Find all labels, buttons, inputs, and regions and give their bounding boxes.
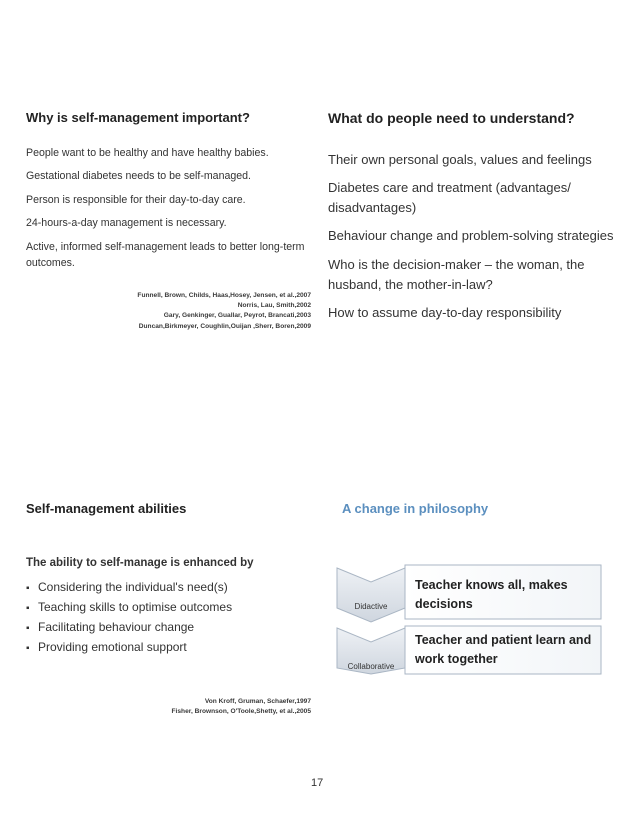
abilities-heading: Self-management abilities <box>26 501 187 516</box>
abilities-intro: The ability to self-manage is enhanced by <box>26 557 254 569</box>
reference-line: Von Kroff, Gruman, Schaefer,1997 <box>204 698 311 705</box>
square-bullet-icon: ▪ <box>26 603 30 614</box>
abilities-bullet-text: Providing emotional support <box>38 640 187 654</box>
abilities-references <box>172 697 311 717</box>
understand-heading: What do people need to understand? <box>328 110 575 126</box>
abilities-bullet-item <box>26 637 232 657</box>
understand-item: Who is the decision-maker – the woman, the husband, the mother-in-law? <box>328 256 585 292</box>
understand-item: Their own personal goals, values and feelings <box>328 152 592 167</box>
why-references <box>137 291 311 332</box>
reference-line: Gary, Genkinger, Guallar, Peyrot, Brancati,2003 <box>163 312 311 320</box>
why-heading: Why is self-management important? <box>26 110 250 125</box>
square-bullet-icon: ▪ <box>26 583 30 594</box>
square-bullet-icon: ▪ <box>26 643 30 654</box>
why-item: Person is responsible for their day-to-day care. <box>26 193 246 206</box>
didactive-text-line2: decisions <box>415 597 473 611</box>
abilities-bullet-item <box>26 577 232 597</box>
abilities-bullet-item <box>26 597 232 617</box>
why-item: Gestational diabetes needs to be self-managed. <box>26 170 251 183</box>
abilities-bullet-text: Considering the individual's need(s) <box>38 580 228 594</box>
abilities-list <box>26 577 232 657</box>
reference-line: Duncan,Birkmeyer, Coughlin,Ouijan ,Sherr, Boren,2009 <box>138 322 311 330</box>
collaborative-text-line1: Teacher and patient learn and <box>415 633 592 647</box>
didactive-chevron <box>337 568 405 622</box>
reference-line: Funnell, Brown, Childs, Haas,Hosey, Jensen, et al.,2007 <box>137 292 311 299</box>
understand-item: Diabetes care and treatment (advantages/ disadvantages) <box>328 180 571 216</box>
why-list <box>26 145 316 278</box>
understand-list <box>328 150 623 331</box>
abilities-bullet-text: Teaching skills to optimise outcomes <box>38 600 233 614</box>
abilities-bullet-item <box>26 617 232 637</box>
why-item: Active, informed self-management leads to better long-term outcomes. <box>26 240 305 270</box>
philosophy-diagram <box>335 558 605 678</box>
philosophy-heading: A change in philosophy <box>342 501 489 516</box>
why-item: People want to be healthy and have healthy babies. <box>26 147 269 159</box>
square-bullet-icon: ▪ <box>26 623 30 634</box>
collaborative-text-line2: work together <box>415 652 498 666</box>
collaborative-label: Collaborative <box>347 662 395 671</box>
reference-line: Fisher, Brownson, O'Toole,Shetty, et al.,2005 <box>171 708 311 716</box>
reference-line: Norris, Lau, Smith,2002 <box>237 302 311 310</box>
understand-item: Behaviour change and problem-solving strategies <box>328 228 614 244</box>
why-item: 24-hours-a-day management is necessary. <box>26 217 227 230</box>
didactive-text-line1: Teacher knows all, makes <box>415 578 568 592</box>
abilities-bullet-text: Facilitating behaviour change <box>38 620 195 634</box>
didactive-label: Didactive <box>354 602 388 611</box>
page-number: 17 <box>311 777 324 789</box>
understand-item: How to assume day-to-day responsibility <box>328 304 562 320</box>
